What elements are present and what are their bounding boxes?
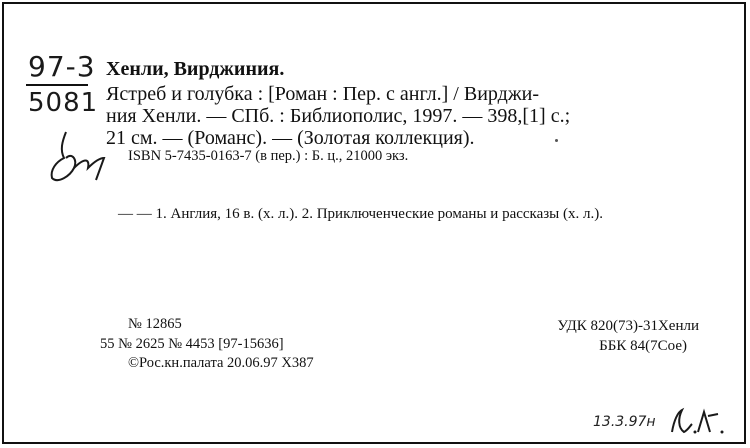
record-number: № 12865: [128, 316, 182, 332]
shelf-mark-divider: [26, 84, 88, 86]
registration-numbers: 55 № 2625 № 4453 [97-15636]: [100, 336, 284, 352]
subject-headings: — — 1. Англия, 16 в. (х. л.). 2. Приключенческие романы и рассказы (х. л.).: [118, 206, 603, 222]
speck: [555, 139, 558, 142]
book-chamber-stamp: ©Рос.кн.палата 20.06.97 Х387: [128, 355, 314, 371]
author-heading: Хенли, Вирджиния.: [106, 58, 285, 80]
handwritten-signature: [668, 402, 740, 442]
title-line-1: Ястреб и голубка : [Роман : Пер. с англ.] / Вирджи-: [106, 83, 539, 105]
handwritten-note: 13.3.97н: [593, 414, 656, 430]
shelf-mark-bottom: 5081: [28, 88, 99, 118]
bbk-code: ББК 84(7Сое): [599, 338, 687, 354]
shelf-mark-top: 97-3: [28, 50, 96, 83]
title-line-2: ния Хенли. — СПб. : Библиополис, 1997. — 398,[1] с.;: [106, 105, 571, 127]
title-line-3: 21 см. — (Романс). — (Золотая коллекция).: [106, 127, 475, 149]
isbn-line: ISBN 5-7435-0163-7 (в пер.) : Б. ц., 21000 экз.: [128, 148, 409, 164]
udk-code: УДК 820(73)-31Хенли: [557, 318, 699, 334]
